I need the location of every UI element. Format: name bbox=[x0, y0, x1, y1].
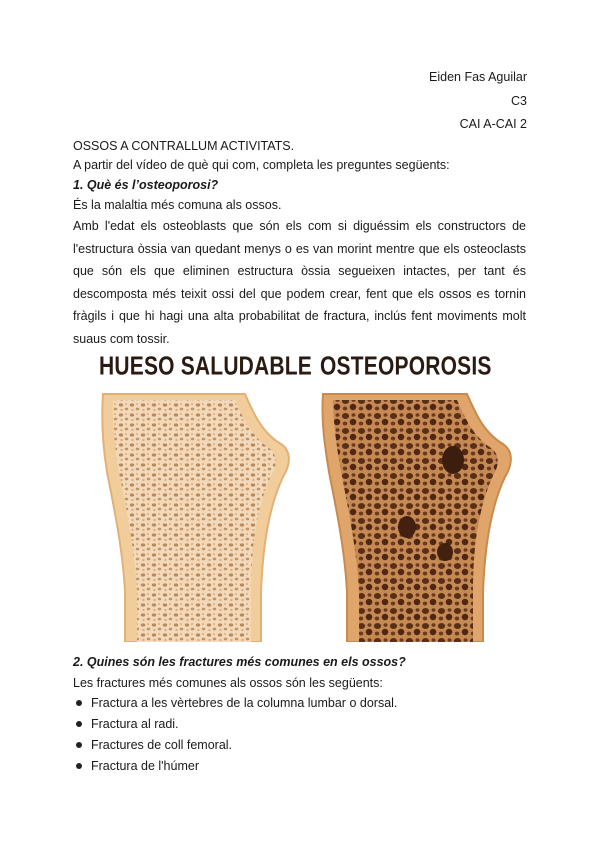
bone-cross-sections bbox=[85, 352, 515, 642]
list-item: Fractures de coll femoral. bbox=[73, 735, 397, 756]
answer-1-paragraph: Amb l'edat els osteoblasts que són els com si diguéssim els constructors de l'estructura òssia van quedant menys o es van morint mentre que els osteoclasts que són els que eliminen estructura òssia segueixen intactes, per tant és descomposta més teixit ossi del que podem crear, fent que els ossos es tornin fràgils i que hi hagi una alta probabilitat de fractura, inclús fent moviments molt suaus com tossir. bbox=[73, 219, 526, 346]
answer-2-intro: Les fractures més comunes als ossos són les següents: bbox=[73, 676, 383, 690]
list-item: Fractura al radi. bbox=[73, 714, 397, 735]
author-name: Eiden Fas Aguilar bbox=[429, 70, 527, 84]
osteoporotic-bone-shape bbox=[322, 394, 510, 642]
question-1: 1. Què és l’osteoporosi? bbox=[73, 178, 219, 192]
bullet-icon bbox=[76, 763, 82, 769]
osteoporosis-label: OSTEOPOROSIS bbox=[320, 352, 492, 381]
bullet-icon bbox=[76, 700, 82, 706]
osteoporosis-illustration bbox=[85, 352, 515, 642]
fracture-list bbox=[73, 693, 397, 777]
question-2: 2. Quines són les fractures més comunes en els ossos? bbox=[73, 655, 406, 669]
document-title: OSSOS A CONTRALLUM ACTIVITATS. bbox=[73, 139, 295, 153]
instructions: A partir del vídeo de què qui com, completa les preguntes següents: bbox=[73, 158, 450, 172]
healthy-bone-shape bbox=[102, 394, 289, 642]
healthy-bone-label: HUESO SALUDABLE bbox=[99, 352, 313, 381]
group-code: C3 bbox=[511, 94, 527, 108]
list-item: Fractura de l'húmer bbox=[73, 756, 397, 777]
bullet-icon bbox=[76, 721, 82, 727]
course-code: CAI A-CAI 2 bbox=[459, 117, 527, 131]
list-item: Fractura a les vèrtebres de la columna lumbar o dorsal. bbox=[73, 693, 397, 714]
bullet-icon bbox=[76, 742, 82, 748]
answer-1-short: És la malaltia més comuna als ossos. bbox=[73, 198, 282, 212]
